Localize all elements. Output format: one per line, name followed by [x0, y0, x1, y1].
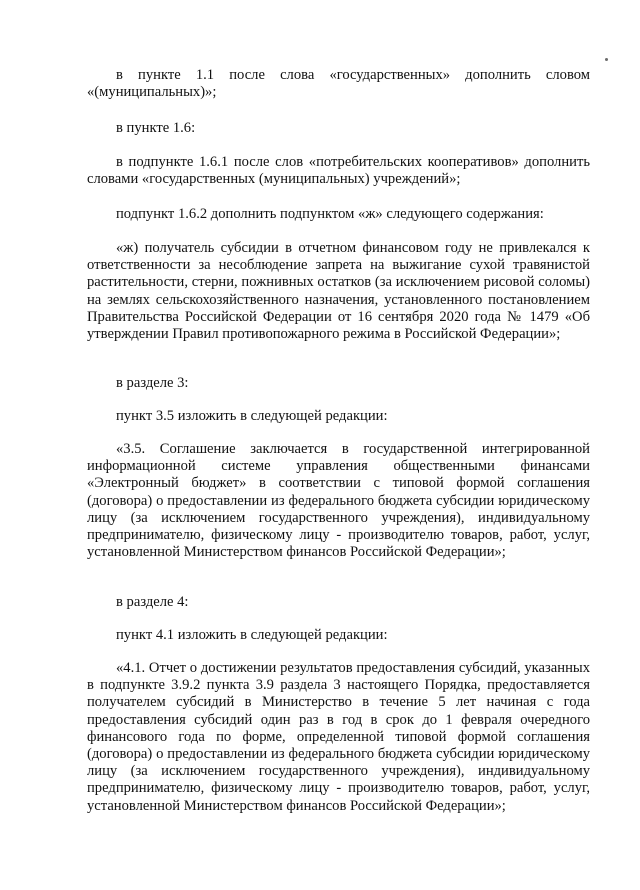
section-4-heading: в разделе 4: — [116, 594, 189, 610]
section-3-heading: в разделе 3: — [116, 375, 189, 391]
point-3-5-heading: пункт 3.5 изложить в следующей редакции: — [116, 408, 388, 424]
paragraph-1-6-1-amendment: в подпункте 1.6.1 после слов «потребительских кооперативов» дополнить словами «государственных (муниципальных) учреждений»; — [87, 154, 590, 188]
paragraph-1-6-2-heading: подпункт 1.6.2 дополнить подпунктом «ж» следующего содержания: — [116, 206, 544, 222]
paragraph-1-6-heading: в пункте 1.6: — [116, 120, 196, 136]
point-4-1-heading: пункт 4.1 изложить в следующей редакции: — [116, 627, 388, 643]
paragraph-subpoint-zh: «ж) получатель субсидии в отчетном финансовом году не привлекался к ответственности за несоблюдение запрета на выжигание сухой травянистой растительности, стерни, пожнивных остатков (за исключением рисовой соломы) на землях сельскохозяйственного назначения, установленного постановлением Правительства Российской Федерации от 16 сентября 2020 года № 1479 «Об утверждении Правил противопожарного режима в Российской Федерации»; — [87, 240, 590, 343]
paragraph-point-4-1: «4.1. Отчет о достижении результатов предоставления субсидий, указанных в подпункте 3.9.2 пункта 3.9 раздела 3 настоящего Порядка, предоставляется получателем субсидий в Министерство в течение 5 лет начиная с года предоставления субсидий один раз в год в срок до 1 февраля очередного финансового года по форме, определенной типовой формой соглашения (договора) о предоставлении из федерального бюджета субсидии юридическому лицу (за исключением государственного учреждения), индивидуальному предпринимателю, физическому лицу - производителю товаров, работ, услуг, установленной Министерством финансов Российской Федерации»; — [87, 660, 590, 814]
scan-speck — [605, 58, 608, 61]
paragraph-1-1-amendment: в пункте 1.1 после слова «государственных» дополнить словом «(муниципальных)»; — [87, 67, 590, 101]
paragraph-point-3-5: «3.5. Соглашение заключается в государственной интегрированной информационной системе управления общественными финансами «Электронный бюджет» в соответствии с типовой формой соглашения (договора) о предоставлении из федерального бюджета субсидии юридическому лицу (за исключением государственного учреждения), индивидуальному предпринимателю, физическому лицу - производителю товаров, работ, услуг, установленной Министерством финансов Российской Федерации»; — [87, 441, 590, 561]
